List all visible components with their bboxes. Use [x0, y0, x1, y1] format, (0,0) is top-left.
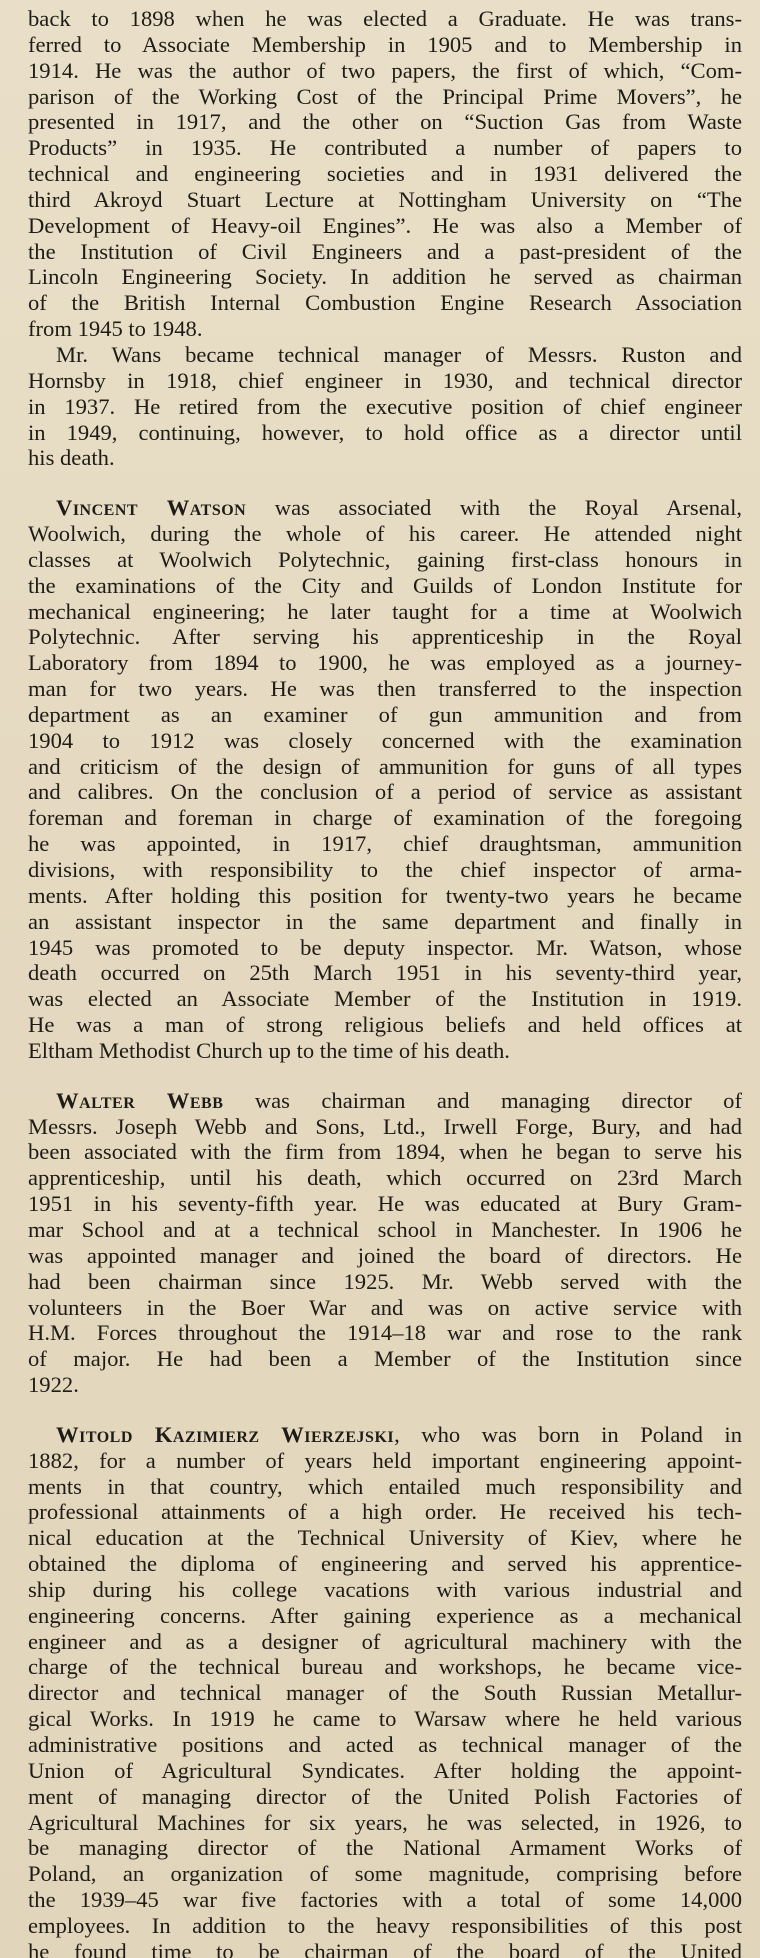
text-line: charge of the technical bureau and workshops, he became vice-	[28, 1654, 742, 1680]
person-name: Witold Kazimierz Wierzejski	[56, 1421, 395, 1447]
text-line: technical and engineering societies and in 1931 delivered the	[28, 161, 742, 187]
text-line: obtained the diploma of engineering and served his apprentice-	[28, 1551, 742, 1577]
text-line: and calibres. On the conclusion of a period of service as assistant	[28, 779, 742, 805]
paragraph-wans-management	[28, 342, 742, 471]
text-line: an assistant inspector in the same department and finally in	[28, 908, 742, 934]
paragraph-gap	[28, 471, 742, 495]
text-line: classes at Woolwich Polytechnic, gaining first-class honours in	[28, 546, 742, 572]
text-fragment: was chairman and managing director of	[223, 1087, 742, 1113]
text-line: ship during his college vacations with various industrial and	[28, 1576, 742, 1602]
text-line: engineering concerns. After gaining experience as a mechanical	[28, 1602, 742, 1628]
text-line: Mr. Wans became technical manager of Messrs. Ruston and	[56, 341, 742, 367]
text-line: Polytechnic. After serving his apprenticeship in the Royal	[28, 624, 742, 650]
text-line: man for two years. He was then transferred to the inspection	[28, 676, 742, 702]
text-line: ment of managing director of the United Polish Factories of	[28, 1783, 742, 1809]
text-line: department as an examiner of gun ammunition and from	[28, 701, 742, 727]
text-fragment: , who was born in Poland in	[394, 1421, 742, 1447]
person-name: Vincent Watson	[56, 495, 247, 521]
text-line: H.M. Forces throughout the 1914–18 war and rose to the rank	[28, 1320, 742, 1346]
text-line: the Institution of Civil Engineers and a past-president of the	[28, 238, 742, 264]
text-line: from 1945 to 1948.	[28, 316, 203, 342]
text-line: administrative positions and acted as technical manager of the	[28, 1732, 742, 1757]
text-line: back to 1898 when he was elected a Graduate. He was trans-	[28, 6, 742, 31]
text-line: professional attainments of a high order. He received his tech-	[28, 1499, 742, 1525]
text-line: Woolwich, during the whole of his career. He attended night	[28, 521, 742, 547]
text-line: Hornsby in 1918, chief engineer in 1930, and technical director	[28, 367, 742, 393]
text-line: his death.	[28, 445, 115, 471]
text-line: ments in that country, which entailed much responsibility and	[28, 1473, 742, 1499]
text-line: be managing director of the National Armament Works of	[28, 1835, 742, 1861]
text-line	[28, 1422, 742, 1448]
text-line: apprenticeship, until his death, which occurred on 23rd March	[28, 1165, 742, 1191]
obituary-witold-wierzejski	[28, 1422, 742, 1958]
text-line: gical Works. In 1919 he came to Warsaw where he held various	[28, 1706, 742, 1732]
text-line: and criticism of the design of ammunition for guns of all types	[28, 753, 742, 779]
text-line: Messrs. Joseph Webb and Sons, Ltd., Irwell Forge, Bury, and had	[28, 1113, 742, 1139]
text-line: 1922.	[28, 1372, 79, 1398]
paragraph-wans-career	[28, 6, 742, 342]
person-name: Walter Webb	[56, 1087, 224, 1113]
text-line: 1882, for a number of years held important engineering appoint-	[28, 1447, 742, 1473]
text-line: he was appointed, in 1917, chief draughtsman, ammunition	[28, 831, 742, 857]
text-line: foreman and foreman in charge of examination of the foregoing	[28, 805, 742, 831]
text-line: the examinations of the City and Guilds of London Institute for	[28, 572, 742, 598]
text-line: Poland, an organization of some magnitude, comprising before	[28, 1861, 742, 1887]
obituary-vincent-watson	[28, 495, 742, 1064]
text-line: divisions, with responsibility to the chief inspector of arma-	[28, 857, 742, 882]
text-line: 1914. He was the author of two papers, the first of which, “Com-	[28, 57, 742, 83]
text-line: Development of Heavy-oil Engines”. He was also a Member of	[28, 212, 742, 238]
text-line: 1945 was promoted to be deputy inspector. Mr. Watson, whose	[28, 934, 742, 960]
obituary-walter-webb	[28, 1088, 742, 1398]
text-line: ments. After holding this position for twenty-two years he became	[28, 882, 742, 908]
text-line: mechanical engineering; he later taught for a time at Woolwich	[28, 598, 742, 624]
text-line: director and technical manager of the South Russian Metallur-	[28, 1680, 742, 1706]
text-line: Union of Agricultural Syndicates. After holding the appoint-	[28, 1757, 742, 1783]
text-line	[28, 1088, 742, 1114]
text-line: had been chairman since 1925. Mr. Webb served with the	[28, 1268, 742, 1294]
text-line: 1951 in his seventy-fifth year. He was educated at Bury Gram-	[28, 1191, 742, 1217]
text-line: employees. In addition to the heavy responsibilities of this post	[28, 1912, 742, 1938]
text-line: been associated with the firm from 1894, when he began to serve his	[28, 1139, 742, 1165]
text-line: in 1937. He retired from the executive position of chief engineer	[28, 393, 742, 419]
text-line: third Akroyd Stuart Lecture at Nottingham University on “The	[28, 186, 742, 212]
text-line: death occurred on 25th March 1951 in his seventy-third year,	[28, 960, 742, 986]
text-line: was appointed manager and joined the board of directors. He	[28, 1242, 742, 1268]
text-line: in 1949, continuing, however, to hold office as a director until	[28, 419, 742, 445]
text-line: presented in 1917, and the other on “Suction Gas from Waste	[28, 109, 742, 135]
text-line: the 1939–45 war five factories with a total of some 14,000	[28, 1887, 742, 1913]
paragraph-gap	[28, 1064, 742, 1088]
text-line: nical education at the Technical University of Kiev, where he	[28, 1525, 742, 1551]
paragraph-gap	[28, 1398, 742, 1422]
text-line: was elected an Associate Member of the Institution in 1919.	[28, 986, 742, 1012]
text-line: Lincoln Engineering Society. In addition he served as chairman	[28, 264, 742, 290]
text-line: He was a man of strong religious beliefs and held offices at	[28, 1012, 742, 1038]
text-fragment: was associated with the Royal Arsenal,	[246, 495, 743, 521]
text-line: of the British Internal Combustion Engine Research Association	[28, 290, 742, 316]
text-line: volunteers in the Boer War and was on active service with	[28, 1294, 742, 1320]
text-line: Agricultural Machines for six years, he was selected, in 1926, to	[28, 1809, 742, 1835]
text-line: Products” in 1935. He contributed a number of papers to	[28, 135, 742, 161]
text-line: 1904 to 1912 was closely concerned with the examination	[28, 727, 742, 753]
text-line: Eltham Methodist Church up to the time of his death.	[28, 1037, 510, 1063]
text-line: mar School and at a technical school in Manchester. In 1906 he	[28, 1216, 742, 1242]
text-line: of major. He had been a Member of the Institution since	[28, 1346, 742, 1372]
text-line: engineer and as a designer of agricultural machinery with the	[28, 1628, 742, 1654]
text-line	[28, 495, 742, 521]
text-line: Laboratory from 1894 to 1900, he was employed as a journey-	[28, 650, 742, 676]
text-line: he found time to be chairman of the board of the United	[28, 1938, 742, 1958]
text-line: ferred to Associate Membership in 1905 and to Membership in	[28, 31, 742, 57]
text-line: parison of the Working Cost of the Principal Prime Movers”, he	[28, 83, 742, 109]
